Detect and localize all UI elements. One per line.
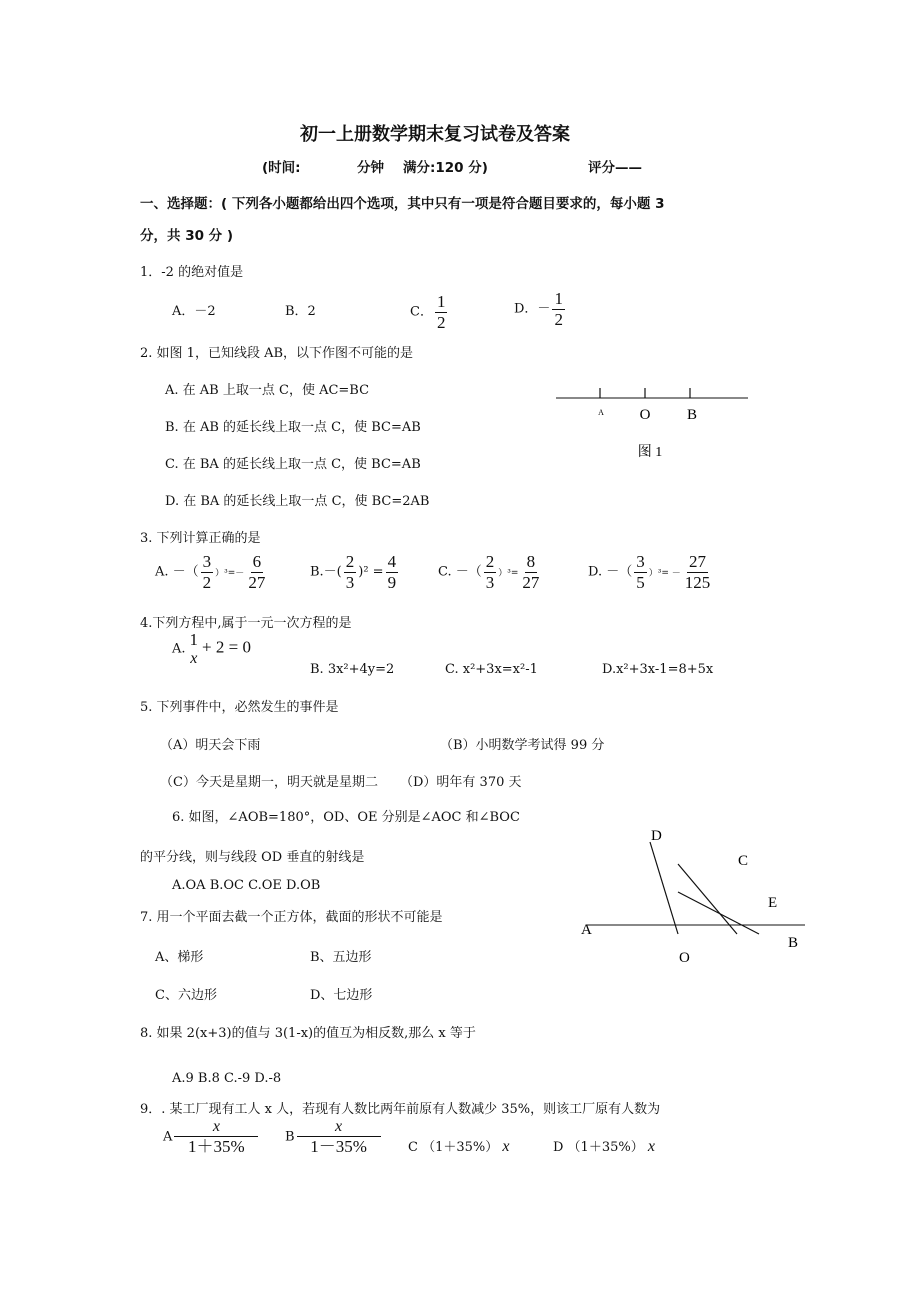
q4-option-b: B. 3x²+4y=2 [310, 662, 395, 677]
page-title: 初一上册数学期末复习试卷及答案 [300, 124, 570, 145]
figure-caption: 图 1 [637, 445, 663, 460]
grade-label: 评分—— [588, 160, 642, 176]
q2-stem: 2. 如图 1，已知线段 AB，以下作图不可能的是 [140, 346, 414, 361]
q4-option-a: A. 1 x + 2 = 0 [172, 630, 251, 667]
label-b: B [788, 935, 799, 951]
label-o: O [679, 950, 690, 966]
q6-stem: 6. 如图，∠AOB=180°，OD、OE 分别是∠AOC 和∠BOC [172, 810, 520, 825]
q1-option-c: C． $\frac{1}{2}$ [410, 292, 446, 332]
section-heading-cont: 分，共 30 分 ) [140, 228, 234, 244]
q3-option-d: D. －（ $\frac{3}{5}$ ）³= － $\frac{27}{125}$ [588, 552, 711, 592]
q5-stem: 5. 下列事件中，必然发生的事件是 [140, 700, 339, 715]
label-c: C [738, 853, 749, 869]
q1-option-d: D．－ $\frac{1}{2}$ [514, 289, 563, 329]
q4-option-d: D.x²+3x-1=8+5x [602, 662, 714, 677]
q9-stem: 9．. 某工厂现有工人 x 人，若现有人数比两年前原有人数减少 35%，则该工厂原有人数为 [140, 1102, 661, 1117]
label-d: D [651, 828, 662, 844]
time-label: (时间: [262, 160, 301, 176]
q3-option-c: C. －（ $\frac{2}{3}$ ）³= $\frac{8}{27}$ [438, 552, 540, 592]
q2-option-a: A. 在 AB 上取一点 C，使 AC=BC [165, 383, 370, 398]
q5-option-c: （C）今天是星期一，明天就是星期二 [160, 775, 378, 790]
q5-option-b: （B）小明数学考试得 99 分 [440, 738, 605, 753]
q5-option-d: （D）明年有 370 天 [400, 775, 522, 790]
figure-angle [575, 822, 810, 970]
ray-oe [678, 892, 759, 934]
label-a: A [598, 408, 604, 417]
minutes-label: 分钟 [357, 160, 384, 176]
q4-stem: 4.下列方程中,属于一元一次方程的是 [140, 616, 352, 631]
ray-oc [678, 864, 737, 934]
q9-option-c: C （1＋35%） x [408, 1138, 510, 1155]
label-b: B [686, 407, 698, 423]
q1-stem: 1．-2 的绝对值是 [140, 265, 244, 280]
q7-option-b: B、五边形 [310, 950, 372, 965]
q7-option-a: A、梯形 [155, 950, 204, 965]
q6-options: A.OA B.OC C.OE D.OB [172, 878, 321, 893]
section-heading: 一、选择题：( 下列各小题都给出四个选项，其中只有一项是符合题目要求的，每小题 3 [140, 196, 665, 212]
q3-stem: 3. 下列计算正确的是 [140, 531, 261, 546]
q2-option-d: D. 在 BA 的延长线上取一点 C，使 BC=2AB [165, 494, 430, 509]
q2-option-c: C. 在 BA 的延长线上取一点 C，使 BC=AB [165, 457, 421, 472]
label-a: A [581, 922, 592, 938]
q5-option-a: （A）明天会下雨 [160, 738, 261, 753]
q9-option-a: A $\frac{x}{1+35\%}$ [163, 1118, 260, 1157]
full-score-label: 满分:120 分) [403, 160, 488, 176]
q7-option-d: D、七边形 [310, 988, 373, 1003]
q8-options: A.9 B.8 C.-9 D.-8 [172, 1071, 282, 1086]
q4-option-c: C. x²+3x=x²-1 [445, 662, 538, 677]
q6-stem-cont: 的平分线，则与线段 OD 垂直的射线是 [140, 850, 365, 865]
figure-1 [550, 380, 760, 470]
q3-option-a: A. －（ $\frac{3}{2}$ ）³=－ $\frac{6}{27}$ [155, 552, 266, 592]
label-o: O [639, 407, 651, 423]
q7-stem: 7. 用一个平面去截一个正方体，截面的形状不可能是 [140, 910, 443, 925]
q1-option-b: B．2 [285, 304, 316, 319]
q8-stem: 8. 如果 2(x+3)的值与 3(1-x)的值互为相反数,那么 x 等于 [140, 1026, 476, 1041]
q9-option-b: B $\frac{x}{1-35\%}$ [285, 1118, 383, 1157]
q3-option-b: B.－( $\frac{2}{3}$ )² = $\frac{4}{9}$ [310, 552, 397, 592]
label-e: E [768, 895, 778, 911]
q7-option-c: C、六边形 [155, 988, 217, 1003]
q2-option-b: B. 在 AB 的延长线上取一点 C，使 BC=AB [165, 420, 421, 435]
ray-od [650, 842, 678, 934]
q1-option-a: A．－2 [172, 304, 216, 319]
q9-option-d: D （1＋35%） x [553, 1138, 655, 1155]
